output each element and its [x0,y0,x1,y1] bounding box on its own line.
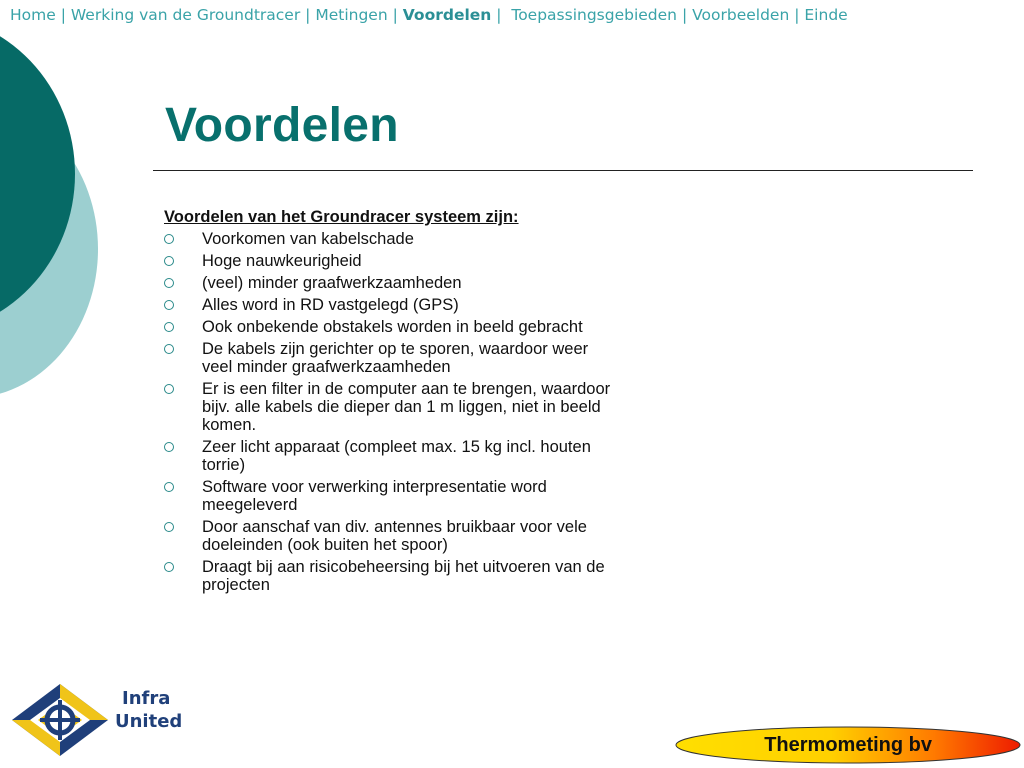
subheading: Voordelen van het Groundracer systeem zijn: [164,208,519,226]
list-item-text: Er is een filter in de computer aan te brengen, waardoor bijv. alle kabels die dieper dan 1 m liggen, niet in beeld komen. [202,380,611,434]
nav-link-einde[interactable]: Einde [804,6,848,24]
nav-separator: | [496,6,502,24]
bullet-circle-icon [164,384,174,394]
list-item-text: (veel) minder graafwerkzaamheden [202,274,462,292]
list-item [164,438,614,474]
top-navigation [10,6,848,24]
list-item [164,274,614,292]
badge-label: Thermometing bv [764,733,932,756]
list-item-text: Alles word in RD vastgelegd (GPS) [202,296,459,314]
nav-separator: | [392,6,398,24]
nav-link-metingen[interactable]: Metingen [315,6,388,24]
nav-separator: | [60,6,66,24]
bullet-circle-icon [164,278,174,288]
logo-text-line1: Infra [122,688,171,709]
infra-united-logo [10,680,183,760]
nav-link-toepassingsgebieden[interactable]: Toepassingsgebieden [511,6,678,24]
list-item-text: Software voor verwerking interpresentatie word meegeleverd [202,478,547,514]
nav-link-voordelen[interactable]: Voordelen [402,6,492,24]
nav-separator: | [681,6,688,24]
bullet-circle-icon [164,322,174,332]
bullet-circle-icon [164,562,174,572]
list-item [164,230,614,248]
bullet-circle-icon [164,482,174,492]
logo-text-line2: United [115,711,183,732]
content-block [164,208,614,598]
nav-link-home[interactable]: Home [10,6,56,24]
bullet-circle-icon [164,344,174,354]
thermometing-badge [674,725,1022,765]
list-item [164,340,614,376]
list-item-text: Draagt bij aan risicobeheersing bij het uitvoeren van de projecten [202,558,605,594]
list-item [164,296,614,314]
list-item-text: Ook onbekende obstakels worden in beeld gebracht [202,318,583,336]
nav-link-voorbeelden[interactable]: Voorbeelden [692,6,790,24]
nav-separator: | [794,6,800,24]
list-item-text: De kabels zijn gerichter op te sporen, waardoor weer veel minder graafwerkzaamheden [202,340,589,376]
diamond-logo-icon [10,680,110,760]
list-item-text: Door aanschaf van div. antennes bruikbaar voor vele doeleinden (ook buiten het spoor) [202,518,587,554]
list-item-text: Hoge nauwkeurigheid [202,252,362,270]
list-item-text: Voorkomen van kabelschade [202,230,414,248]
nav-link-werking[interactable]: Werking van de Groundtracer [70,6,301,24]
title-divider [153,170,973,171]
bullet-circle-icon [164,234,174,244]
list-item [164,478,614,514]
bullet-circle-icon [164,256,174,266]
list-item [164,518,614,554]
nav-separator: | [305,6,311,24]
list-item [164,380,614,434]
list-item [164,558,614,594]
bullet-circle-icon [164,300,174,310]
bullet-circle-icon [164,522,174,532]
bullet-circle-icon [164,442,174,452]
list-item-text: Zeer licht apparaat (compleet max. 15 kg incl. houten torrie) [202,438,591,474]
list-item [164,252,614,270]
list-item [164,318,614,336]
page-title: Voordelen [165,99,399,152]
benefits-list [164,230,614,594]
